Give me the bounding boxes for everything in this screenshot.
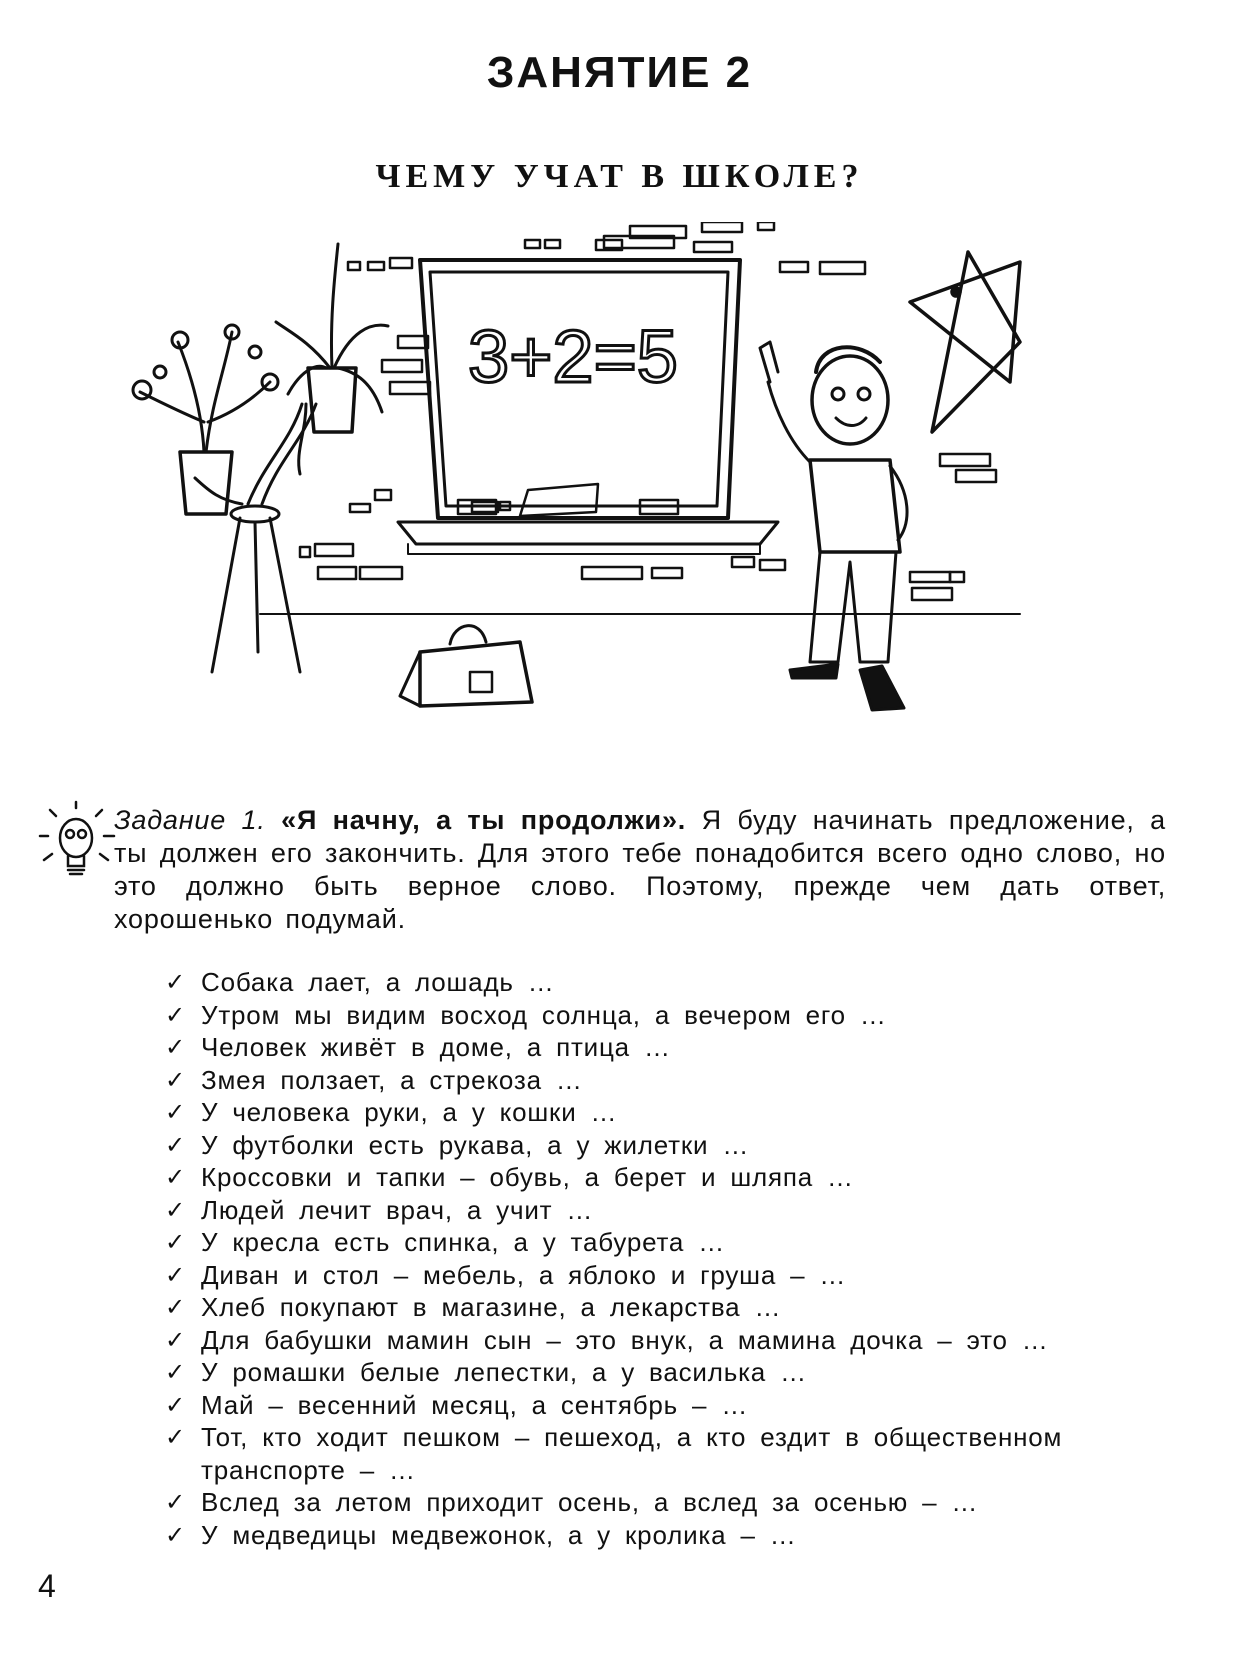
list-item: ✓ У кресла есть спинка, а у табурета …: [165, 1227, 726, 1257]
set-squares: [910, 252, 1020, 432]
check-icon: ✓: [165, 1130, 186, 1159]
list-item: ✓ Тот, кто ходит пешком – пешеход, а кто ездит в общественном транспорте – …: [165, 1422, 1063, 1485]
check-icon: ✓: [165, 1195, 186, 1224]
check-icon: ✓: [165, 1000, 186, 1029]
task-instructions: Я буду начинать предложение, а ты должен его закончить. Для этого тебе понадобится всего одно слово, но это должно быть верное слово. Поэтому, прежде чем дать ответ, хорошенько подумай.: [114, 805, 1167, 934]
blackboard: [398, 260, 778, 554]
list-item: ✓ Утром мы видим восход солнца, а вечером его …: [165, 999, 887, 1030]
check-icon: ✓: [165, 1228, 186, 1256]
list-item: ✓ Для бабушки мамин сын – это внук, а мамина дочка – это …: [165, 1324, 1049, 1355]
check-icon: ✓: [165, 1163, 186, 1191]
check-icon: ✓: [165, 1358, 186, 1386]
task-description: [114, 804, 1166, 936]
boy-figure: [760, 342, 907, 710]
list-item: ✓ Человек живёт в доме, а птица …: [165, 1032, 671, 1062]
potted-plants: [133, 244, 388, 514]
page-number: 4: [38, 1568, 56, 1604]
list-item: ✓ Май – весенний месяц, а сентябрь – …: [165, 1389, 749, 1420]
check-icon: ✓: [165, 1520, 186, 1549]
lesson-subtitle: ЧЕМУ УЧАТ В ШКОЛЕ?: [375, 158, 864, 195]
list-item: ✓ У человека руки, а у кошки …: [165, 1097, 618, 1127]
check-icon: ✓: [165, 1488, 186, 1516]
list-item: ✓ У медведицы медвежонок, а у кролика – …: [165, 1519, 797, 1550]
plant-stand: [195, 404, 316, 672]
list-item: ✓ У ромашки белые лепестки, а у василька …: [165, 1357, 807, 1387]
list-item: ✓ У футболки есть рукава, а у жилетки …: [165, 1129, 750, 1160]
check-icon: ✓: [165, 1325, 186, 1354]
check-icon: ✓: [165, 1260, 186, 1289]
lesson-title: ЗАНЯТИЕ 2: [486, 48, 753, 97]
list-item: ✓ Змея ползает, а стрекоза …: [165, 1064, 583, 1095]
school-bag: [400, 626, 532, 706]
check-icon: ✓: [165, 1065, 186, 1094]
check-icon: ✓: [165, 968, 186, 996]
check-icon: ✓: [165, 1033, 186, 1061]
sentence-checklist: [165, 966, 1175, 1551]
list-item: ✓ Собака лает, а лошадь …: [165, 967, 555, 997]
check-icon: ✓: [165, 1390, 186, 1419]
task-label: Задание 1.: [114, 805, 266, 835]
list-item: ✓ Диван и стол – мебель, а яблоко и груша – …: [165, 1259, 847, 1290]
check-icon: ✓: [165, 1423, 186, 1451]
list-item: ✓ Хлеб покупают в магазине, а лекарства …: [165, 1292, 782, 1322]
list-item: ✓ Вслед за летом приходит осень, а вслед за осенью – …: [165, 1487, 979, 1517]
list-item: ✓ Людей лечит врач, а учит …: [165, 1194, 594, 1225]
classroom-illustration: [120, 222, 1100, 782]
task-name: «Я начну, а ты продолжи».: [281, 805, 687, 835]
lightbulb-icon: [38, 800, 118, 888]
blackboard-equation: 3+2=5: [468, 315, 678, 398]
check-icon: ✓: [165, 1098, 186, 1126]
check-icon: ✓: [165, 1293, 186, 1321]
list-item: ✓ Кроссовки и тапки – обувь, а берет и шляпа …: [165, 1162, 854, 1192]
